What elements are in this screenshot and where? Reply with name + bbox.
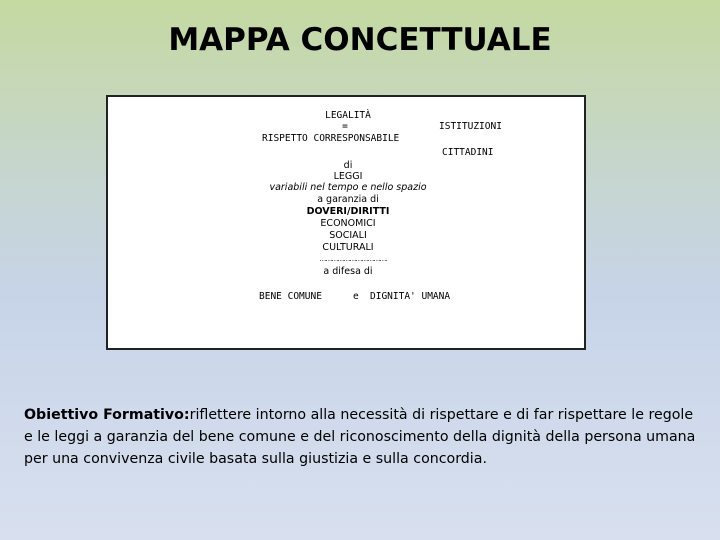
economici-text: ECONOMICI — [320, 218, 376, 229]
page-title: MAPPA CONCETTUALE — [168, 22, 552, 58]
dignita-text: DIGNITA' UMANA — [370, 291, 451, 302]
variabili-text: variabili nel tempo e nello spazio — [269, 182, 427, 193]
istituzioni-text: ISTITUZIONI — [439, 121, 502, 132]
objective-label: Obiettivo Formativo: — [24, 407, 190, 423]
objective-text: riflettere intorno alla necessità di rispettare e di far rispettare le regole e le leggi a garanzia del bene comune e del riconoscimento della dignità della persona umana per una convivenza civile basata sulla giustizia e sulla concordia. — [24, 407, 696, 467]
difesa-text: a difesa di — [323, 266, 373, 277]
di-text: di — [343, 160, 353, 171]
equals-sign: = — [342, 121, 348, 132]
conjunction-e: e — [353, 291, 359, 302]
legalita-text: LEGALITÀ — [325, 110, 371, 121]
rispetto-text: RISPETTO CORRESPONSABILE — [262, 133, 400, 144]
doveri-diritti-text: DOVERI/DIRITTI — [306, 206, 390, 217]
leggi-text: LEGGI — [333, 171, 363, 182]
concept-map-box — [106, 95, 586, 350]
bene-comune-text: BENE COMUNE — [259, 291, 322, 302]
objective-paragraph — [24, 404, 696, 470]
garanzia-text: a garanzia di — [317, 194, 379, 205]
dots-text: ……………………………. — [319, 255, 387, 263]
cittadini-text: CITTADINI — [442, 147, 494, 158]
sociali-text: SOCIALI — [329, 230, 367, 241]
culturali-text: CULTURALI — [322, 242, 374, 253]
